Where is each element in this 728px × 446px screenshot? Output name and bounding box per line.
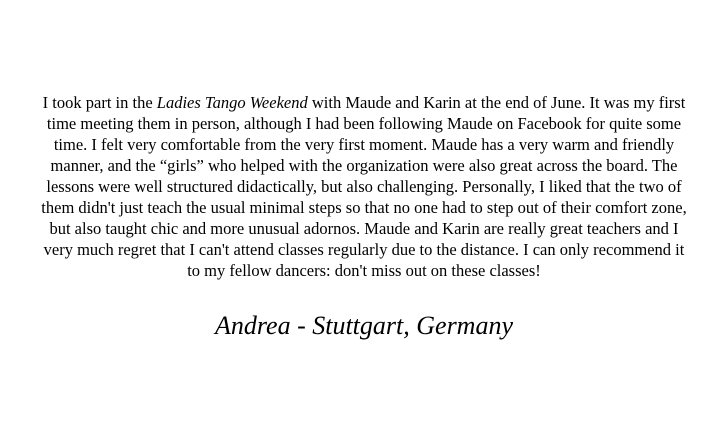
event-name: Ladies Tango Weekend (156, 93, 308, 112)
testimonial-attribution: Andrea - Stuttgart, Germany (215, 311, 513, 340)
testimonial-text-rest: with Maude and Karin at the end of June. It was my first time meeting them in person, although I had been following Maude on Facebook for quite some time. I felt very comfortable from the very first moment. Maude has a very warm and friendly manner, and the “girls” who helped with the organization were also great across the board. The lessons were well structured didactically, but also challenging. Personally, I liked that the two of them didn't just teach the usual minimal steps so that no one had to step out of their comfort zone, but also taught chic and more unusual adornos. Maude and Karin are really great teachers and I very much regret that I can't attend classes regularly due to the distance. I can only recommend it to my fellow dancers: don't miss out on these classes! (41, 93, 687, 280)
testimonial-paragraph (36, 92, 692, 281)
testimonial-text-start: I took part in the (42, 93, 157, 112)
